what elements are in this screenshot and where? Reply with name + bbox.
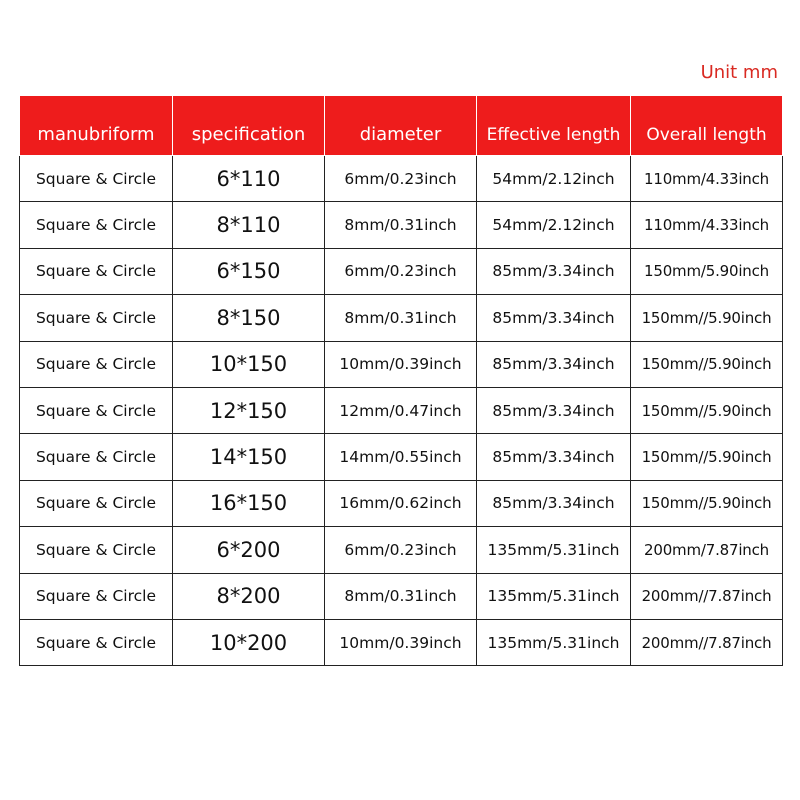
table-row bbox=[20, 295, 783, 341]
manubriform-cell: Square & Circle bbox=[20, 248, 173, 294]
diameter-cell: 8mm/0.31inch bbox=[325, 573, 477, 619]
specification-cell: 16*150 bbox=[173, 480, 325, 526]
manubriform-cell: Square & Circle bbox=[20, 573, 173, 619]
effective-length-cell: 54mm/2.12inch bbox=[477, 156, 631, 202]
specification-cell: 8*110 bbox=[173, 202, 325, 248]
manubriform-cell: Square & Circle bbox=[20, 619, 173, 665]
effective-length-cell: 85mm/3.34inch bbox=[477, 341, 631, 387]
specification-cell: 8*150 bbox=[173, 295, 325, 341]
overall-length-cell: 150mm/5.90inch bbox=[631, 248, 783, 294]
overall-length-cell: 150mm//5.90inch bbox=[631, 295, 783, 341]
diameter-cell: 14mm/0.55inch bbox=[325, 434, 477, 480]
diameter-cell: 8mm/0.31inch bbox=[325, 295, 477, 341]
overall-length-cell: 150mm//5.90inch bbox=[631, 434, 783, 480]
specification-cell: 6*110 bbox=[173, 156, 325, 202]
manubriform-cell: Square & Circle bbox=[20, 527, 173, 573]
unit-label: Unit mm bbox=[700, 62, 778, 83]
diameter-cell: 10mm/0.39inch bbox=[325, 619, 477, 665]
table-row bbox=[20, 480, 783, 526]
header-row bbox=[20, 96, 783, 156]
diameter-cell: 8mm/0.31inch bbox=[325, 202, 477, 248]
table-header bbox=[20, 96, 783, 156]
table-row bbox=[20, 341, 783, 387]
table-row bbox=[20, 156, 783, 202]
effective-length-cell: 54mm/2.12inch bbox=[477, 202, 631, 248]
effective-length-cell: 135mm/5.31inch bbox=[477, 619, 631, 665]
diameter-cell: 6mm/0.23inch bbox=[325, 248, 477, 294]
effective-length-cell: 85mm/3.34inch bbox=[477, 434, 631, 480]
specification-cell: 6*150 bbox=[173, 248, 325, 294]
overall-length-cell: 110mm/4.33inch bbox=[631, 202, 783, 248]
specification-cell: 14*150 bbox=[173, 434, 325, 480]
specification-cell: 10*200 bbox=[173, 619, 325, 665]
effective-length-cell: 85mm/3.34inch bbox=[477, 480, 631, 526]
overall-length-cell: 110mm/4.33inch bbox=[631, 156, 783, 202]
header-manubriform: manubriform bbox=[20, 96, 173, 156]
specification-cell: 12*150 bbox=[173, 387, 325, 433]
table-body bbox=[20, 156, 783, 666]
specification-cell: 8*200 bbox=[173, 573, 325, 619]
effective-length-cell: 85mm/3.34inch bbox=[477, 295, 631, 341]
diameter-cell: 10mm/0.39inch bbox=[325, 341, 477, 387]
manubriform-cell: Square & Circle bbox=[20, 202, 173, 248]
effective-length-cell: 85mm/3.34inch bbox=[477, 248, 631, 294]
table-row bbox=[20, 527, 783, 573]
header-diameter: diameter bbox=[325, 96, 477, 156]
specification-cell: 6*200 bbox=[173, 527, 325, 573]
diameter-cell: 6mm/0.23inch bbox=[325, 527, 477, 573]
table-row bbox=[20, 619, 783, 665]
manubriform-cell: Square & Circle bbox=[20, 480, 173, 526]
manubriform-cell: Square & Circle bbox=[20, 156, 173, 202]
header-overall-length: Overall length bbox=[631, 96, 783, 156]
header-effective-length: Effective length bbox=[477, 96, 631, 156]
manubriform-cell: Square & Circle bbox=[20, 295, 173, 341]
table-row bbox=[20, 434, 783, 480]
diameter-cell: 12mm/0.47inch bbox=[325, 387, 477, 433]
overall-length-cell: 200mm//7.87inch bbox=[631, 619, 783, 665]
table-row bbox=[20, 202, 783, 248]
effective-length-cell: 135mm/5.31inch bbox=[477, 527, 631, 573]
diameter-cell: 16mm/0.62inch bbox=[325, 480, 477, 526]
diameter-cell: 6mm/0.23inch bbox=[325, 156, 477, 202]
overall-length-cell: 150mm//5.90inch bbox=[631, 387, 783, 433]
overall-length-cell: 200mm/7.87inch bbox=[631, 527, 783, 573]
manubriform-cell: Square & Circle bbox=[20, 434, 173, 480]
table-row bbox=[20, 573, 783, 619]
header-specification: specification bbox=[173, 96, 325, 156]
manubriform-cell: Square & Circle bbox=[20, 387, 173, 433]
specification-cell: 10*150 bbox=[173, 341, 325, 387]
overall-length-cell: 150mm//5.90inch bbox=[631, 341, 783, 387]
table-row bbox=[20, 387, 783, 433]
specification-table bbox=[19, 95, 783, 666]
overall-length-cell: 150mm//5.90inch bbox=[631, 480, 783, 526]
table-row bbox=[20, 248, 783, 294]
effective-length-cell: 85mm/3.34inch bbox=[477, 387, 631, 433]
effective-length-cell: 135mm/5.31inch bbox=[477, 573, 631, 619]
overall-length-cell: 200mm//7.87inch bbox=[631, 573, 783, 619]
manubriform-cell: Square & Circle bbox=[20, 341, 173, 387]
